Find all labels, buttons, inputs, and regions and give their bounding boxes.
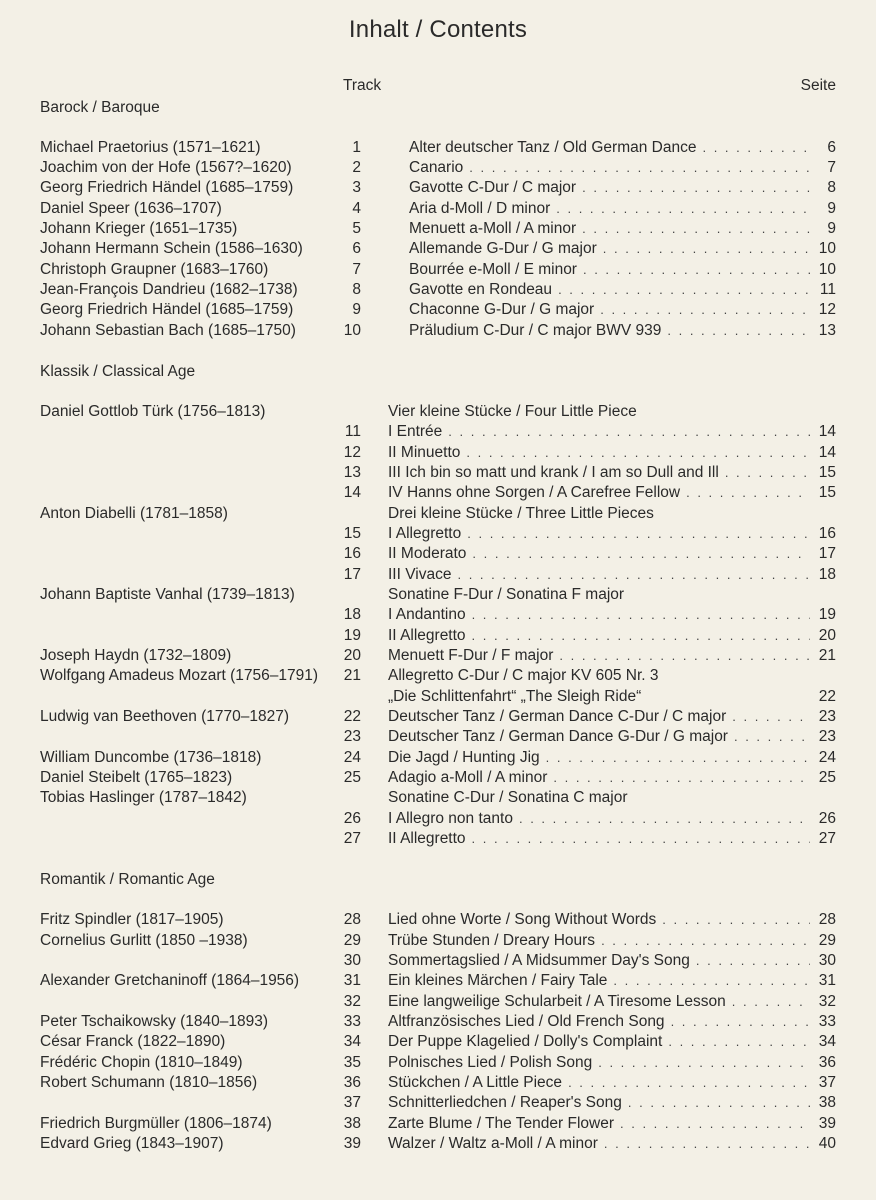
toc-entry: [388, 1115, 836, 1133]
track-number: 24: [343, 749, 361, 766]
toc-entry: [388, 606, 836, 624]
composer-name: Edvard Grieg (1843–1907): [40, 1135, 224, 1152]
composer-name: Joachim von der Hofe (1567?–1620): [40, 159, 292, 176]
composer-name: Daniel Speer (1636–1707): [40, 200, 222, 217]
track-number: 22: [343, 708, 361, 725]
toc-entry: [409, 301, 836, 319]
track-number: 30: [343, 952, 361, 969]
toc-entry: [388, 423, 836, 441]
toc-entry: [388, 464, 836, 482]
dot-leader: [671, 1014, 810, 1029]
track-number: 35: [343, 1054, 361, 1071]
page-number: 30: [818, 952, 836, 969]
toc-entry: [388, 952, 836, 970]
track-column-header: Track: [343, 77, 382, 94]
piece-title: I Allegretto: [388, 525, 462, 542]
piece-title: III Ich bin so matt und krank / I am so Dull and Ill: [388, 464, 719, 481]
page-number: 28: [818, 911, 836, 928]
composer-name: Wolfgang Amadeus Mozart (1756–1791): [40, 667, 319, 684]
piece-title: II Allegretto: [388, 627, 466, 644]
page-number: 7: [827, 159, 836, 176]
piece-title: Allemande G-Dur / G major: [409, 240, 597, 257]
toc-entry: [388, 830, 836, 848]
page-number: 18: [818, 566, 836, 583]
composer-name: Johann Krieger (1651–1735): [40, 220, 238, 237]
track-number: 19: [343, 627, 361, 644]
composer-name: Johann Baptiste Vanhal (1739–1813): [40, 586, 295, 603]
piece-title: II Minuetto: [388, 444, 461, 461]
track-number: 32: [343, 993, 361, 1010]
page-column-header: Seite: [800, 77, 836, 94]
piece-title: Alter deutscher Tanz / Old German Dance: [409, 139, 697, 156]
track-number: 7: [352, 261, 361, 278]
piece-title: Walzer / Waltz a-Moll / A minor: [388, 1135, 598, 1152]
dot-leader: [603, 241, 810, 256]
piece-group-title: Sonatine F-Dur / Sonatina F major: [388, 586, 625, 603]
dot-leader: [559, 648, 810, 663]
piece-title: Polnisches Lied / Polish Song: [388, 1054, 593, 1071]
track-number: 33: [343, 1013, 361, 1030]
dot-leader: [553, 770, 810, 785]
page-number: 33: [818, 1013, 836, 1030]
dot-leader: [556, 201, 810, 216]
toc-entry: [388, 688, 836, 706]
page-number: 23: [818, 708, 836, 725]
piece-group-title: Drei kleine Stücke / Three Little Pieces: [388, 505, 654, 522]
toc-entry: [388, 749, 836, 767]
dot-leader: [469, 160, 810, 175]
toc-entry: [409, 200, 836, 218]
page-title: Inhalt / Contents: [348, 16, 528, 43]
page-number: 37: [818, 1074, 836, 1091]
toc-entry: [388, 708, 836, 726]
dot-leader: [734, 729, 810, 744]
track-number: 39: [343, 1135, 361, 1152]
track-number: 37: [343, 1094, 361, 1111]
piece-title: Menuett a-Moll / A minor: [409, 220, 577, 237]
page-number: 9: [827, 200, 836, 217]
toc-entry: [388, 1054, 836, 1072]
track-number: 17: [343, 566, 361, 583]
toc-entry: [388, 993, 836, 1011]
dot-leader: [732, 709, 810, 724]
piece-title: Schnitterliedchen / Reaper's Song: [388, 1094, 622, 1111]
toc-entry: [388, 911, 836, 929]
toc-entry: [388, 1074, 836, 1092]
toc-entry: [409, 281, 836, 299]
toc-entry: [388, 647, 836, 665]
composer-name: Frédéric Chopin (1810–1849): [40, 1054, 243, 1071]
toc-entry: [388, 810, 836, 828]
track-number: 3: [352, 179, 361, 196]
page-number: 11: [819, 281, 836, 298]
toc-entry: [409, 240, 836, 258]
composer-name: Johann Sebastian Bach (1685–1750): [40, 322, 296, 339]
piece-group-title: Vier kleine Stücke / Four Little Piece: [388, 403, 637, 420]
piece-title: Bourrée e-Moll / E minor: [409, 261, 577, 278]
section-heading-romantic: Romantik / Romantic Age: [40, 871, 215, 888]
page-number: 22: [818, 688, 836, 705]
piece-title: Deutscher Tanz / German Dance G-Dur / G major: [388, 728, 728, 745]
page-number: 6: [827, 139, 836, 156]
piece-title: III Vivace: [388, 566, 452, 583]
page-number: 12: [818, 301, 836, 318]
composer-name: Alexander Gretchaninoff (1864–1956): [40, 972, 300, 989]
dot-leader: [467, 526, 810, 541]
toc-entry: [388, 972, 836, 990]
dot-leader: [472, 546, 810, 561]
composer-name: William Duncombe (1736–1818): [40, 749, 262, 766]
track-number: 13: [343, 464, 361, 481]
dot-leader: [583, 262, 810, 277]
page-number: 31: [818, 972, 836, 989]
piece-title: I Allegro non tanto: [388, 810, 513, 827]
track-number: 34: [343, 1033, 361, 1050]
composer-name: Anton Diabelli (1781–1858): [40, 505, 228, 522]
piece-title: Trübe Stunden / Dreary Hours: [388, 932, 596, 949]
track-number: 2: [352, 159, 361, 176]
track-number: 14: [343, 484, 361, 501]
composer-name: Peter Tschaikowsky (1840–1893): [40, 1013, 269, 1030]
page-number: 17: [818, 545, 836, 562]
dot-leader: [620, 1116, 810, 1131]
page-number: 36: [818, 1054, 836, 1071]
piece-group-title: Allegretto C-Dur / C major KV 605 Nr. 3: [388, 667, 659, 684]
track-number: 20: [343, 647, 361, 664]
piece-title: Menuett F-Dur / F major: [388, 647, 554, 664]
track-number: 9: [352, 301, 361, 318]
page-number: 8: [827, 179, 836, 196]
composer-name: Michael Praetorius (1571–1621): [40, 139, 261, 156]
toc-entry: [388, 769, 836, 787]
track-number: 18: [343, 606, 361, 623]
piece-title: Die Jagd / Hunting Jig: [388, 749, 540, 766]
dot-leader: [582, 180, 810, 195]
track-number: 15: [343, 525, 361, 542]
page-number: 15: [818, 484, 836, 501]
composer-name: Christoph Graupner (1683–1760): [40, 261, 269, 278]
track-number: 16: [343, 545, 361, 562]
track-number: 38: [343, 1115, 361, 1132]
piece-title: Deutscher Tanz / German Dance C-Dur / C major: [388, 708, 727, 725]
dot-leader: [568, 1075, 810, 1090]
toc-entry: [388, 525, 836, 543]
piece-title: II Moderato: [388, 545, 467, 562]
dot-leader: [628, 1095, 810, 1110]
toc-entry: [388, 545, 836, 563]
dot-leader: [725, 465, 810, 480]
piece-title: Gavotte C-Dur / C major: [409, 179, 577, 196]
piece-title: Präludium C-Dur / C major BWV 939: [409, 322, 662, 339]
composer-name: César Franck (1822–1890): [40, 1033, 226, 1050]
track-number: 11: [344, 423, 361, 440]
track-number: 25: [343, 769, 361, 786]
page-number: 13: [818, 322, 836, 339]
dot-leader: [696, 953, 810, 968]
dot-leader: [604, 1136, 810, 1151]
track-number: 12: [343, 444, 361, 461]
composer-name: Cornelius Gurlitt (1850 –1938): [40, 932, 248, 949]
section-heading-baroque: Barock / Baroque: [40, 99, 160, 116]
composer-name: Friedrich Burgmüller (1806–1874): [40, 1115, 272, 1132]
toc-entry: [388, 1033, 836, 1051]
track-number: 5: [352, 220, 361, 237]
toc-entry: [388, 728, 836, 746]
piece-title: Der Puppe Klagelied / Dolly's Complaint: [388, 1033, 663, 1050]
dot-leader: [702, 140, 810, 155]
dot-leader: [472, 607, 810, 622]
piece-title: Stückchen / A Little Piece: [388, 1074, 563, 1091]
dot-leader: [668, 1034, 810, 1049]
piece-title: Gavotte en Rondeau: [409, 281, 553, 298]
dot-leader: [686, 485, 810, 500]
page-number: 29: [818, 932, 836, 949]
track-number: 26: [343, 810, 361, 827]
composer-name: Daniel Gottlob Türk (1756–1813): [40, 403, 266, 420]
page-number: 34: [818, 1033, 836, 1050]
page-number: 10: [818, 240, 836, 257]
page-number: 14: [818, 423, 836, 440]
piece-title: I Andantino: [388, 606, 466, 623]
piece-title: Ein kleines Märchen / Fairy Tale: [388, 972, 608, 989]
piece-title: Adagio a-Moll / A minor: [388, 769, 548, 786]
page-number: 9: [827, 220, 836, 237]
toc-entry: [409, 179, 836, 197]
composer-name: Georg Friedrich Händel (1685–1759): [40, 179, 294, 196]
piece-title: Lied ohne Worte / Song Without Words: [388, 911, 657, 928]
page-number: 39: [818, 1115, 836, 1132]
dot-leader: [667, 323, 810, 338]
piece-title: Sommertagslied / A Midsummer Day's Song: [388, 952, 690, 969]
composer-name: Fritz Spindler (1817–1905): [40, 911, 224, 928]
toc-entry: [388, 1013, 836, 1031]
piece-title: Canario: [409, 159, 464, 176]
track-number: 8: [352, 281, 361, 298]
toc-entry: [409, 220, 836, 238]
page-number: 19: [818, 606, 836, 623]
track-number: 4: [352, 200, 361, 217]
dot-leader: [600, 302, 810, 317]
toc-entry: [388, 444, 836, 462]
toc-entry: [409, 159, 836, 177]
piece-title: „Die Schlittenfahrt“ „The Sleigh Ride“: [388, 688, 642, 705]
page-number: 40: [818, 1135, 836, 1152]
toc-entry: [388, 627, 836, 645]
toc-entry: [409, 139, 836, 157]
dot-leader: [558, 282, 810, 297]
track-number: 31: [343, 972, 361, 989]
page-number: 38: [818, 1094, 836, 1111]
track-number: 27: [343, 830, 361, 847]
piece-title: Aria d-Moll / D minor: [409, 200, 551, 217]
dot-leader: [457, 567, 810, 582]
piece-title: II Allegretto: [388, 830, 466, 847]
page-number: 14: [818, 444, 836, 461]
dot-leader: [662, 912, 810, 927]
dot-leader: [546, 750, 810, 765]
piece-title: Zarte Blume / The Tender Flower: [388, 1115, 614, 1132]
toc-entry: [388, 1094, 836, 1112]
toc-entry: [388, 484, 836, 502]
piece-title: Eine langweilige Schularbeit / A Tiresome Lesson: [388, 993, 726, 1010]
dot-leader: [519, 811, 810, 826]
dot-leader: [472, 831, 810, 846]
track-number: 21: [343, 667, 361, 684]
track-number: 23: [343, 728, 361, 745]
page-number: 15: [818, 464, 836, 481]
piece-title: Chaconne G-Dur / G major: [409, 301, 595, 318]
page-number: 25: [818, 769, 836, 786]
piece-title: I Entrée: [388, 423, 443, 440]
toc-entry: [388, 932, 836, 950]
composer-name: Ludwig van Beethoven (1770–1827): [40, 708, 290, 725]
page-number: 24: [818, 749, 836, 766]
section-heading-classical: Klassik / Classical Age: [40, 363, 196, 380]
composer-name: Joseph Haydn (1732–1809): [40, 647, 232, 664]
page-number: 10: [818, 261, 836, 278]
toc-entry: [388, 566, 836, 584]
composer-name: Georg Friedrich Händel (1685–1759): [40, 301, 294, 318]
dot-leader: [598, 1055, 810, 1070]
toc-entry: [388, 1135, 836, 1153]
dot-leader: [582, 221, 810, 236]
dot-leader: [448, 424, 810, 439]
page-number: 21: [818, 647, 836, 664]
page-number: 20: [818, 627, 836, 644]
dot-leader: [472, 628, 810, 643]
page-number: 27: [818, 830, 836, 847]
page-number: 32: [818, 993, 836, 1010]
track-number: 10: [343, 322, 361, 339]
page-number: 23: [818, 728, 836, 745]
composer-name: Johann Hermann Schein (1586–1630): [40, 240, 303, 257]
composer-name: Robert Schumann (1810–1856): [40, 1074, 258, 1091]
dot-leader: [732, 994, 810, 1009]
track-number: 1: [352, 139, 361, 156]
track-number: 29: [343, 932, 361, 949]
dot-leader: [613, 973, 810, 988]
composer-name: Tobias Haslinger (1787–1842): [40, 789, 247, 806]
piece-title: IV Hanns ohne Sorgen / A Carefree Fellow: [388, 484, 681, 501]
dot-leader: [466, 445, 810, 460]
composer-name: Jean-François Dandrieu (1682–1738): [40, 281, 298, 298]
track-number: 6: [352, 240, 361, 257]
toc-entry: [409, 261, 836, 279]
page-number: 26: [818, 810, 836, 827]
dot-leader: [601, 933, 810, 948]
track-number: 36: [343, 1074, 361, 1091]
track-number: 28: [343, 911, 361, 928]
composer-name: Daniel Steibelt (1765–1823): [40, 769, 233, 786]
piece-group-title: Sonatine C-Dur / Sonatina C major: [388, 789, 628, 806]
toc-entry: [409, 322, 836, 340]
piece-title: Altfranzösisches Lied / Old French Song: [388, 1013, 665, 1030]
page-number: 16: [818, 525, 836, 542]
